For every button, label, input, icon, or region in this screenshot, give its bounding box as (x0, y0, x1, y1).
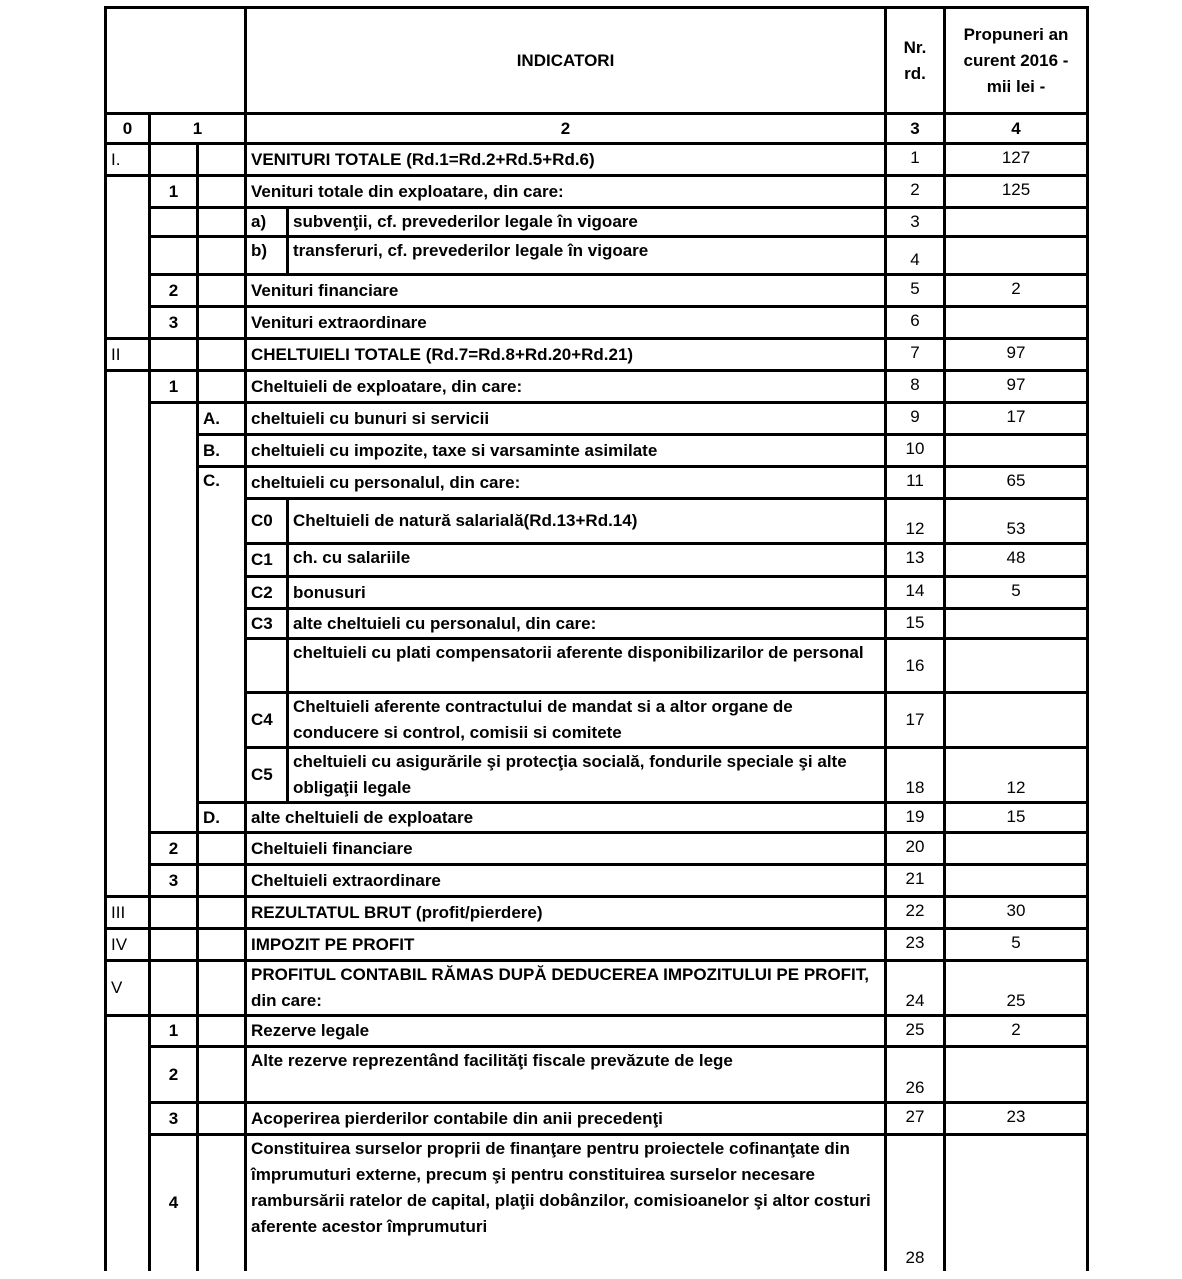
table-row (106, 1016, 1088, 1047)
row-letter: C. (198, 467, 246, 803)
header-propuneri: Propuneri an curent 2016 - mii lei - (945, 8, 1088, 114)
row-roman: II (106, 339, 150, 371)
row-label: cheltuieli cu asigurările şi protecţia socială, fondurile speciale şi alte obligaţii legale (288, 748, 886, 803)
row-sub: 1 (150, 1016, 198, 1047)
row-roman: I. (106, 144, 150, 176)
row-label: alte cheltuieli cu personalul, din care: (288, 609, 886, 639)
row-label: cheltuieli cu impozite, taxe si varsaminte asimilate (246, 435, 886, 467)
row-label: subvenţii, cf. prevederilor legale în vigoare (288, 208, 886, 237)
row-label: Acoperirea pierderilor contabile din anii precedenţi (246, 1103, 886, 1135)
table-row (106, 237, 1088, 275)
row-value (945, 639, 1088, 693)
row-nr: 22 (886, 897, 945, 929)
table-row (106, 897, 1088, 929)
row-nr: 4 (886, 237, 945, 275)
row-value: 5 (945, 929, 1088, 961)
row-label: CHELTUIELI TOTALE (Rd.7=Rd.8+Rd.20+Rd.21) (246, 339, 886, 371)
row-nr: 24 (886, 961, 945, 1016)
row-label: ch. cu salariile (288, 544, 886, 577)
row-label: Rezerve legale (246, 1016, 886, 1047)
table-row (106, 961, 1088, 1016)
index-1: 1 (150, 114, 246, 144)
table-row (106, 639, 1088, 693)
table-row (106, 1047, 1088, 1103)
row-label: Venituri extraordinare (246, 307, 886, 339)
row-label: Venituri financiare (246, 275, 886, 307)
row-label: bonusuri (288, 577, 886, 609)
row-value: 65 (945, 467, 1088, 499)
row-letter: D. (198, 803, 246, 833)
row-nr: 9 (886, 403, 945, 435)
row-label: Alte rezerve reprezentând facilităţi fiscale prevăzute de lege (246, 1047, 886, 1103)
row-value: 30 (945, 897, 1088, 929)
budget-table-sheet (104, 6, 1089, 1271)
header-blank-cell (106, 8, 246, 114)
row-label: Cheltuieli de natură salarială(Rd.13+Rd.14) (288, 499, 886, 544)
table-row (106, 467, 1088, 499)
table-row (106, 865, 1088, 897)
row-label: cheltuieli cu personalul, din care: (246, 467, 886, 499)
row-nr: 20 (886, 833, 945, 865)
row-sub: 1 (150, 371, 198, 403)
row-sub: 3 (150, 1103, 198, 1135)
row-value (945, 865, 1088, 897)
row-label: alte cheltuieli de exploatare (246, 803, 886, 833)
row-value (945, 1047, 1088, 1103)
index-3: 3 (886, 114, 945, 144)
row-sub: 3 (150, 307, 198, 339)
row-roman: III (106, 897, 150, 929)
table-row (106, 544, 1088, 577)
row-sub: 2 (150, 833, 198, 865)
row-nr: 17 (886, 693, 945, 748)
table-row (106, 833, 1088, 865)
row-label: Constituirea surselor proprii de finanţare pentru proiectele cofinanţate din împrumuturi externe, precum şi pentru constituirea surselor necesare rambursării ratelor de capital, plaţii dobânzilor, comisioanelor şi altor costuri aferente acestor împrumuturi (246, 1135, 886, 1271)
row-code: a) (246, 208, 288, 237)
row-value: 97 (945, 371, 1088, 403)
row-label: VENITURI TOTALE (Rd.1=Rd.2+Rd.5+Rd.6) (246, 144, 886, 176)
table-row (106, 803, 1088, 833)
row-value (945, 237, 1088, 275)
table-row (106, 275, 1088, 307)
table-row (106, 577, 1088, 609)
row-nr: 10 (886, 435, 945, 467)
row-value: 5 (945, 577, 1088, 609)
row-nr: 15 (886, 609, 945, 639)
row-code: C1 (246, 544, 288, 577)
row-label: cheltuieli cu bunuri si servicii (246, 403, 886, 435)
row-value: 17 (945, 403, 1088, 435)
row-value: 15 (945, 803, 1088, 833)
row-value (945, 833, 1088, 865)
row-label: IMPOZIT PE PROFIT (246, 929, 886, 961)
row-nr: 2 (886, 176, 945, 208)
row-roman: V (106, 961, 150, 1016)
row-value (945, 307, 1088, 339)
row-code: C0 (246, 499, 288, 544)
table-row (106, 929, 1088, 961)
table-row (106, 435, 1088, 467)
row-value: 2 (945, 275, 1088, 307)
row-value: 48 (945, 544, 1088, 577)
row-nr: 12 (886, 499, 945, 544)
row-label: Venituri totale din exploatare, din care: (246, 176, 886, 208)
table-row (106, 748, 1088, 803)
table-row (106, 1103, 1088, 1135)
row-label: cheltuieli cu plati compensatorii aferente disponibilizarilor de personal (288, 639, 886, 693)
row-letter: A. (198, 403, 246, 435)
row-nr: 13 (886, 544, 945, 577)
row-label: transferuri, cf. prevederilor legale în vigoare (288, 237, 886, 275)
row-value: 53 (945, 499, 1088, 544)
row-nr: 26 (886, 1047, 945, 1103)
row-nr: 23 (886, 929, 945, 961)
row-sub: 4 (150, 1135, 198, 1271)
row-value (945, 1135, 1088, 1271)
table-row (106, 693, 1088, 748)
row-nr: 1 (886, 144, 945, 176)
row-label: PROFITUL CONTABIL RĂMAS DUPĂ DEDUCEREA IMPOZITULUI PE PROFIT, din care: (246, 961, 886, 1016)
row-value: 2 (945, 1016, 1088, 1047)
row-nr: 7 (886, 339, 945, 371)
table-row (106, 208, 1088, 237)
row-value: 125 (945, 176, 1088, 208)
row-nr: 27 (886, 1103, 945, 1135)
table-row (106, 499, 1088, 544)
index-0: 0 (106, 114, 150, 144)
row-nr: 5 (886, 275, 945, 307)
row-sub: 2 (150, 275, 198, 307)
row-nr: 21 (886, 865, 945, 897)
row-label: Cheltuieli extraordinare (246, 865, 886, 897)
table-row (106, 371, 1088, 403)
table-row (106, 1135, 1088, 1271)
header-indicatori: INDICATORI (246, 8, 886, 114)
row-value (945, 609, 1088, 639)
row-nr: 11 (886, 467, 945, 499)
row-nr: 8 (886, 371, 945, 403)
row-label: Cheltuieli financiare (246, 833, 886, 865)
row-nr: 18 (886, 748, 945, 803)
row-label: REZULTATUL BRUT (profit/pierdere) (246, 897, 886, 929)
row-value: 12 (945, 748, 1088, 803)
row-nr: 3 (886, 208, 945, 237)
row-value: 97 (945, 339, 1088, 371)
row-sub: 2 (150, 1047, 198, 1103)
row-nr: 6 (886, 307, 945, 339)
table-row (106, 609, 1088, 639)
row-sub: 3 (150, 865, 198, 897)
table-row (106, 176, 1088, 208)
index-row (106, 114, 1088, 144)
row-label: Cheltuieli aferente contractului de mandat si a altor organe de conducere si control, comisii si comitete (288, 693, 886, 748)
table-row (106, 403, 1088, 435)
row-nr: 28 (886, 1135, 945, 1271)
row-value (945, 693, 1088, 748)
header-nr-rd: Nr. rd. (886, 8, 945, 114)
row-nr: 25 (886, 1016, 945, 1047)
table-row (106, 307, 1088, 339)
row-value: 25 (945, 961, 1088, 1016)
row-code: C2 (246, 577, 288, 609)
row-nr: 16 (886, 639, 945, 693)
indicators-table (104, 6, 1089, 1271)
table-row (106, 144, 1088, 176)
row-nr: 14 (886, 577, 945, 609)
index-2: 2 (246, 114, 886, 144)
index-4: 4 (945, 114, 1088, 144)
row-letter: B. (198, 435, 246, 467)
row-code: C5 (246, 748, 288, 803)
row-value (945, 435, 1088, 467)
header-row (106, 8, 1088, 114)
row-value: 127 (945, 144, 1088, 176)
row-code: C4 (246, 693, 288, 748)
row-label: Cheltuieli de exploatare, din care: (246, 371, 886, 403)
row-code: b) (246, 237, 288, 275)
row-code: C3 (246, 609, 288, 639)
table-row (106, 339, 1088, 371)
row-value (945, 208, 1088, 237)
row-nr: 19 (886, 803, 945, 833)
row-sub: 1 (150, 176, 198, 208)
row-roman: IV (106, 929, 150, 961)
row-value: 23 (945, 1103, 1088, 1135)
